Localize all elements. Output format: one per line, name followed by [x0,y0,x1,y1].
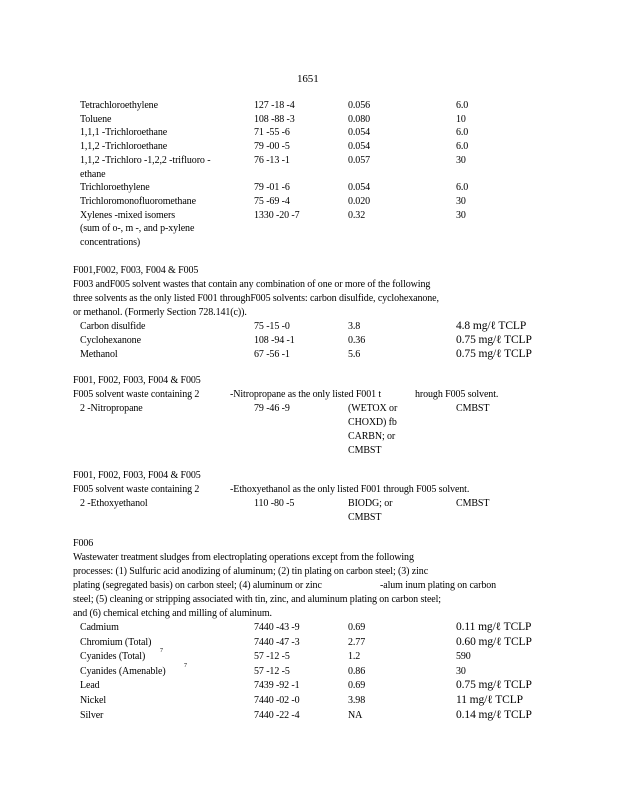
wastewater-standard: 5.6 [348,349,361,360]
constituent-name: Cyclohexanone [80,335,141,346]
wastewater-standard: 0.69 [348,680,366,691]
waste-description-line: and (6) chemical etching and milling of aluminum. [73,608,272,619]
cas-number: 67 -56 -1 [254,349,290,360]
nonwastewater-standard: 30 [456,196,466,207]
waste-description-line: F003 andF005 solvent wastes that contain any combination of one or more of the following [73,279,431,290]
waste-description-line: F005 solvent waste containing 2 [73,389,200,400]
nonwastewater-standard: 0.75 mg/ℓ TCLP [456,679,532,691]
constituent-name: 1,1,1 -Trichloroethane [80,127,168,138]
wastewater-standard: 3.8 [348,321,361,332]
footnote-marker: 7 [184,663,187,669]
wastewater-standard: 0.054 [348,141,371,152]
waste-code-f001-f005: F001,F002, F003, F004 & F005 [73,265,199,276]
nonwastewater-standard: 6.0 [456,141,469,152]
nonwastewater-standard: 0.14 mg/ℓ TCLP [456,709,532,721]
nonwastewater-standard: 10 [456,114,466,125]
cas-number: 7439 -92 -1 [254,680,300,691]
waste-description-line: Wastewater treatment sludges from electroplating operations except from the following [73,552,414,563]
wastewater-standard: 0.32 [348,210,366,221]
cas-number: 110 -80 -5 [254,498,295,509]
wastewater-standard: 3.98 [348,695,366,706]
nonwastewater-standard: CMBST [456,498,490,509]
constituent-name: (sum of o-, m -, and p-xylene [80,223,195,234]
cas-number: 7440 -22 -4 [254,710,300,721]
waste-description-line: -Ethoxyethanol as the only listed F001 through F005 solvent. [230,484,470,495]
wastewater-standard: 0.36 [348,335,366,346]
constituent-name: concentrations) [80,237,141,248]
constituent-name: Trichloromonofluoromethane [80,196,196,207]
wastewater-standard: 2.77 [348,637,366,648]
wastewater-standard: 0.057 [348,155,371,166]
waste-description-line: hrough F005 solvent. [415,389,499,400]
nonwastewater-standard: 6.0 [456,100,469,111]
constituent-name: ethane [80,169,106,180]
nonwastewater-standard: 590 [456,651,471,662]
wastewater-standard: 0.020 [348,196,371,207]
waste-code-f001-f005-ethoxyethanol: F001, F002, F003, F004 & F005 [73,470,201,481]
waste-description-line: F005 solvent waste containing 2 [73,484,200,495]
wastewater-standard: 0.080 [348,114,371,125]
cas-number: 79 -46 -9 [254,403,290,414]
waste-description-line: steel; (5) cleaning or stripping associated with tin, zinc, and aluminum plating on carbon steel; [73,594,441,605]
wastewater-standard: 0.86 [348,666,366,677]
constituent-name: 1,1,2 -Trichloro -1,2,2 -trifluoro - [80,155,211,166]
waste-description-line: three solvents as the only listed F001 throughF005 solvents: carbon disulfide, cyclohexanone, [73,293,439,304]
waste-code-f001-f005-nitropropane: F001, F002, F003, F004 & F005 [73,375,201,386]
nonwastewater-standard: 0.75 mg/ℓ TCLP [456,348,532,360]
constituent-name: Tetrachloroethylene [80,100,158,111]
cas-number: 127 -18 -4 [254,100,295,111]
cas-number: 57 -12 -5 [254,651,290,662]
constituent-name: Toluene [80,114,112,125]
wastewater-standard: 0.054 [348,182,371,193]
nonwastewater-standard: 30 [456,666,466,677]
wastewater-standard: CMBST [348,512,382,523]
constituent-name: Cyanides (Amenable) [80,666,166,677]
footnote-marker: 7 [160,648,163,654]
constituent-name: Carbon disulfide [80,321,146,332]
page-number: 1651 [297,73,319,85]
wastewater-standard: CHOXD) fb [348,417,397,428]
wastewater-standard: CARBN; or [348,431,396,442]
constituent-name: Trichloroethylene [80,182,150,193]
wastewater-standard: (WETOX or [348,403,398,414]
constituent-name: Silver [80,710,104,721]
nonwastewater-standard: 4.8 mg/ℓ TCLP [456,320,527,332]
cas-number: 75 -69 -4 [254,196,290,207]
constituent-name: Nickel [80,695,107,706]
constituent-name: Cadmium [80,622,119,633]
cas-number: 108 -88 -3 [254,114,295,125]
waste-description-line: -Nitropropane as the only listed F001 t [230,389,382,400]
nonwastewater-standard: 0.60 mg/ℓ TCLP [456,636,532,648]
nonwastewater-standard: 6.0 [456,127,469,138]
constituent-name: 2 -Nitropropane [80,403,143,414]
wastewater-standard: NA [348,710,363,721]
nonwastewater-standard: 0.75 mg/ℓ TCLP [456,334,532,346]
cas-number: 1330 -20 -7 [254,210,300,221]
constituent-name: Methanol [80,349,118,360]
cas-number: 7440 -02 -0 [254,695,300,706]
cas-number: 7440 -47 -3 [254,637,300,648]
constituent-name: Xylenes -mixed isomers [80,210,176,221]
cas-number: 79 -00 -5 [254,141,290,152]
waste-description-line: or methanol. (Formerly Section 728.141(c)). [73,307,247,318]
cas-number: 75 -15 -0 [254,321,290,332]
cas-number: 7440 -43 -9 [254,622,300,633]
waste-description-line: plating (segregated basis) on carbon steel; (4) aluminum or zinc [73,580,322,591]
wastewater-standard: 0.69 [348,622,366,633]
cas-number: 79 -01 -6 [254,182,290,193]
wastewater-standard: BIODG; or [348,498,393,509]
wastewater-standard: 0.054 [348,127,371,138]
constituent-name: 1,1,2 -Trichloroethane [80,141,168,152]
constituent-name: Cyanides (Total) [80,651,146,662]
cas-number: 71 -55 -6 [254,127,290,138]
nonwastewater-standard: 30 [456,210,466,221]
waste-code-f006: F006 [73,538,94,549]
cas-number: 57 -12 -5 [254,666,290,677]
constituent-name: Chromium (Total) [80,637,152,648]
waste-description-line: processes: (1) Sulfuric acid anodizing of aluminum; (2) tin plating on carbon steel; (3) zinc [73,566,429,577]
nonwastewater-standard: 30 [456,155,466,166]
wastewater-standard: CMBST [348,445,382,456]
wastewater-standard: 1.2 [348,651,361,662]
cas-number: 76 -13 -1 [254,155,290,166]
cas-number: 108 -94 -1 [254,335,295,346]
nonwastewater-standard: 11 mg/ℓ TCLP [456,694,523,706]
waste-description-line: -alum inum plating on carbon [380,580,497,591]
nonwastewater-standard: CMBST [456,403,490,414]
constituent-name: Lead [80,680,100,691]
nonwastewater-standard: 6.0 [456,182,469,193]
nonwastewater-standard: 0.11 mg/ℓ TCLP [456,621,532,633]
constituent-name: 2 -Ethoxyethanol [80,498,148,509]
wastewater-standard: 0.056 [348,100,371,111]
